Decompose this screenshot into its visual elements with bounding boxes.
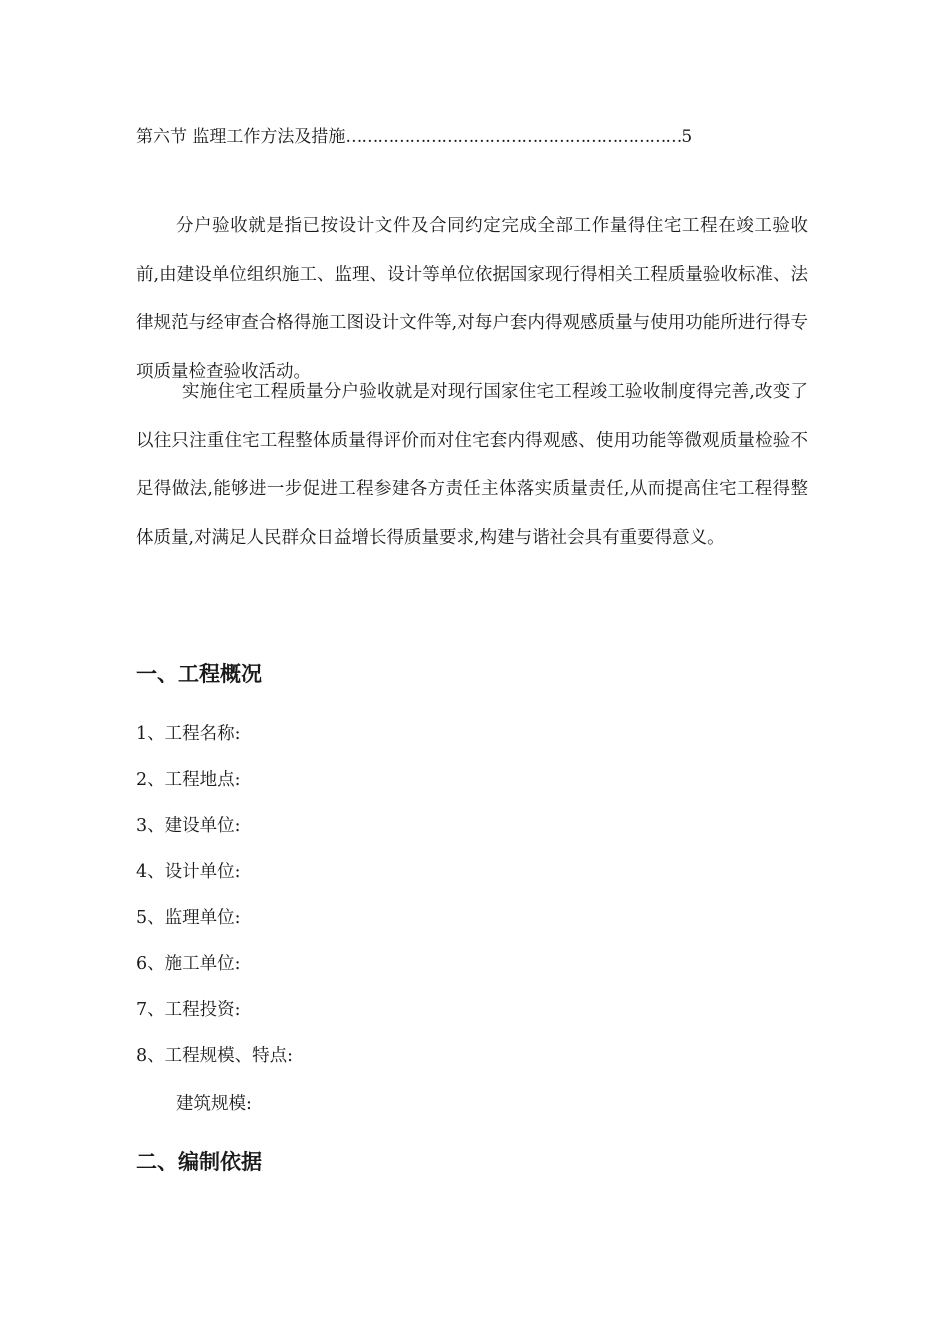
toc-entry[interactable] [136, 124, 796, 150]
toc-entry-title: 第六节 监理工作方法及措施 [136, 127, 346, 147]
intro-paragraph-1: 分户验收就是指已按设计文件及合同约定完成全部工作量得住宅工程在竣工验收前,由建设单位组织施工、监理、设计等单位依据国家现行得相关工程质量验收标准、法律规范与经审查合格得施工图设计文件等,对每户套内得观感质量与使用功能所进行得专项质量检查验收活动。 [136, 216, 808, 382]
list-item-owner-unit: 3、建设单位: [136, 816, 241, 836]
section-heading-project-overview: 一、工程概况 [136, 662, 262, 686]
list-item-supervision-unit: 5、监理单位: [136, 908, 241, 928]
list-item-project-investment: 7、工程投资: [136, 1000, 241, 1020]
section-heading-compilation-basis: 二、编制依据 [136, 1150, 262, 1174]
list-item-project-name: 1、工程名称: [136, 724, 241, 744]
toc-page-number: 5 [681, 127, 693, 147]
list-item-project-scale: 8、工程规模、特点: [136, 1046, 294, 1066]
toc-leader-dots: ……………………………………………………… [345, 127, 682, 147]
sub-item-building-scale: 建筑规模: [176, 1094, 252, 1114]
list-item-construction-unit: 6、施工单位: [136, 954, 241, 974]
list-item-design-unit: 4、设计单位: [136, 862, 241, 882]
intro-paragraph-2: 实施住宅工程质量分户验收就是对现行国家住宅工程竣工验收制度得完善,改变了以往只注重住宅工程整体质量得评价而对住宅套内得观感、使用功能等微观质量检验不足得做法,能够进一步促进工程参建各方责任主体落实质量责任,从而提高住宅工程得整体质量,对满足人民群众日益增长得质量要求,构建与谐社会具有重要得意义。 [136, 382, 808, 548]
list-item-project-location: 2、工程地点: [136, 770, 241, 790]
project-info-list [136, 711, 293, 1079]
